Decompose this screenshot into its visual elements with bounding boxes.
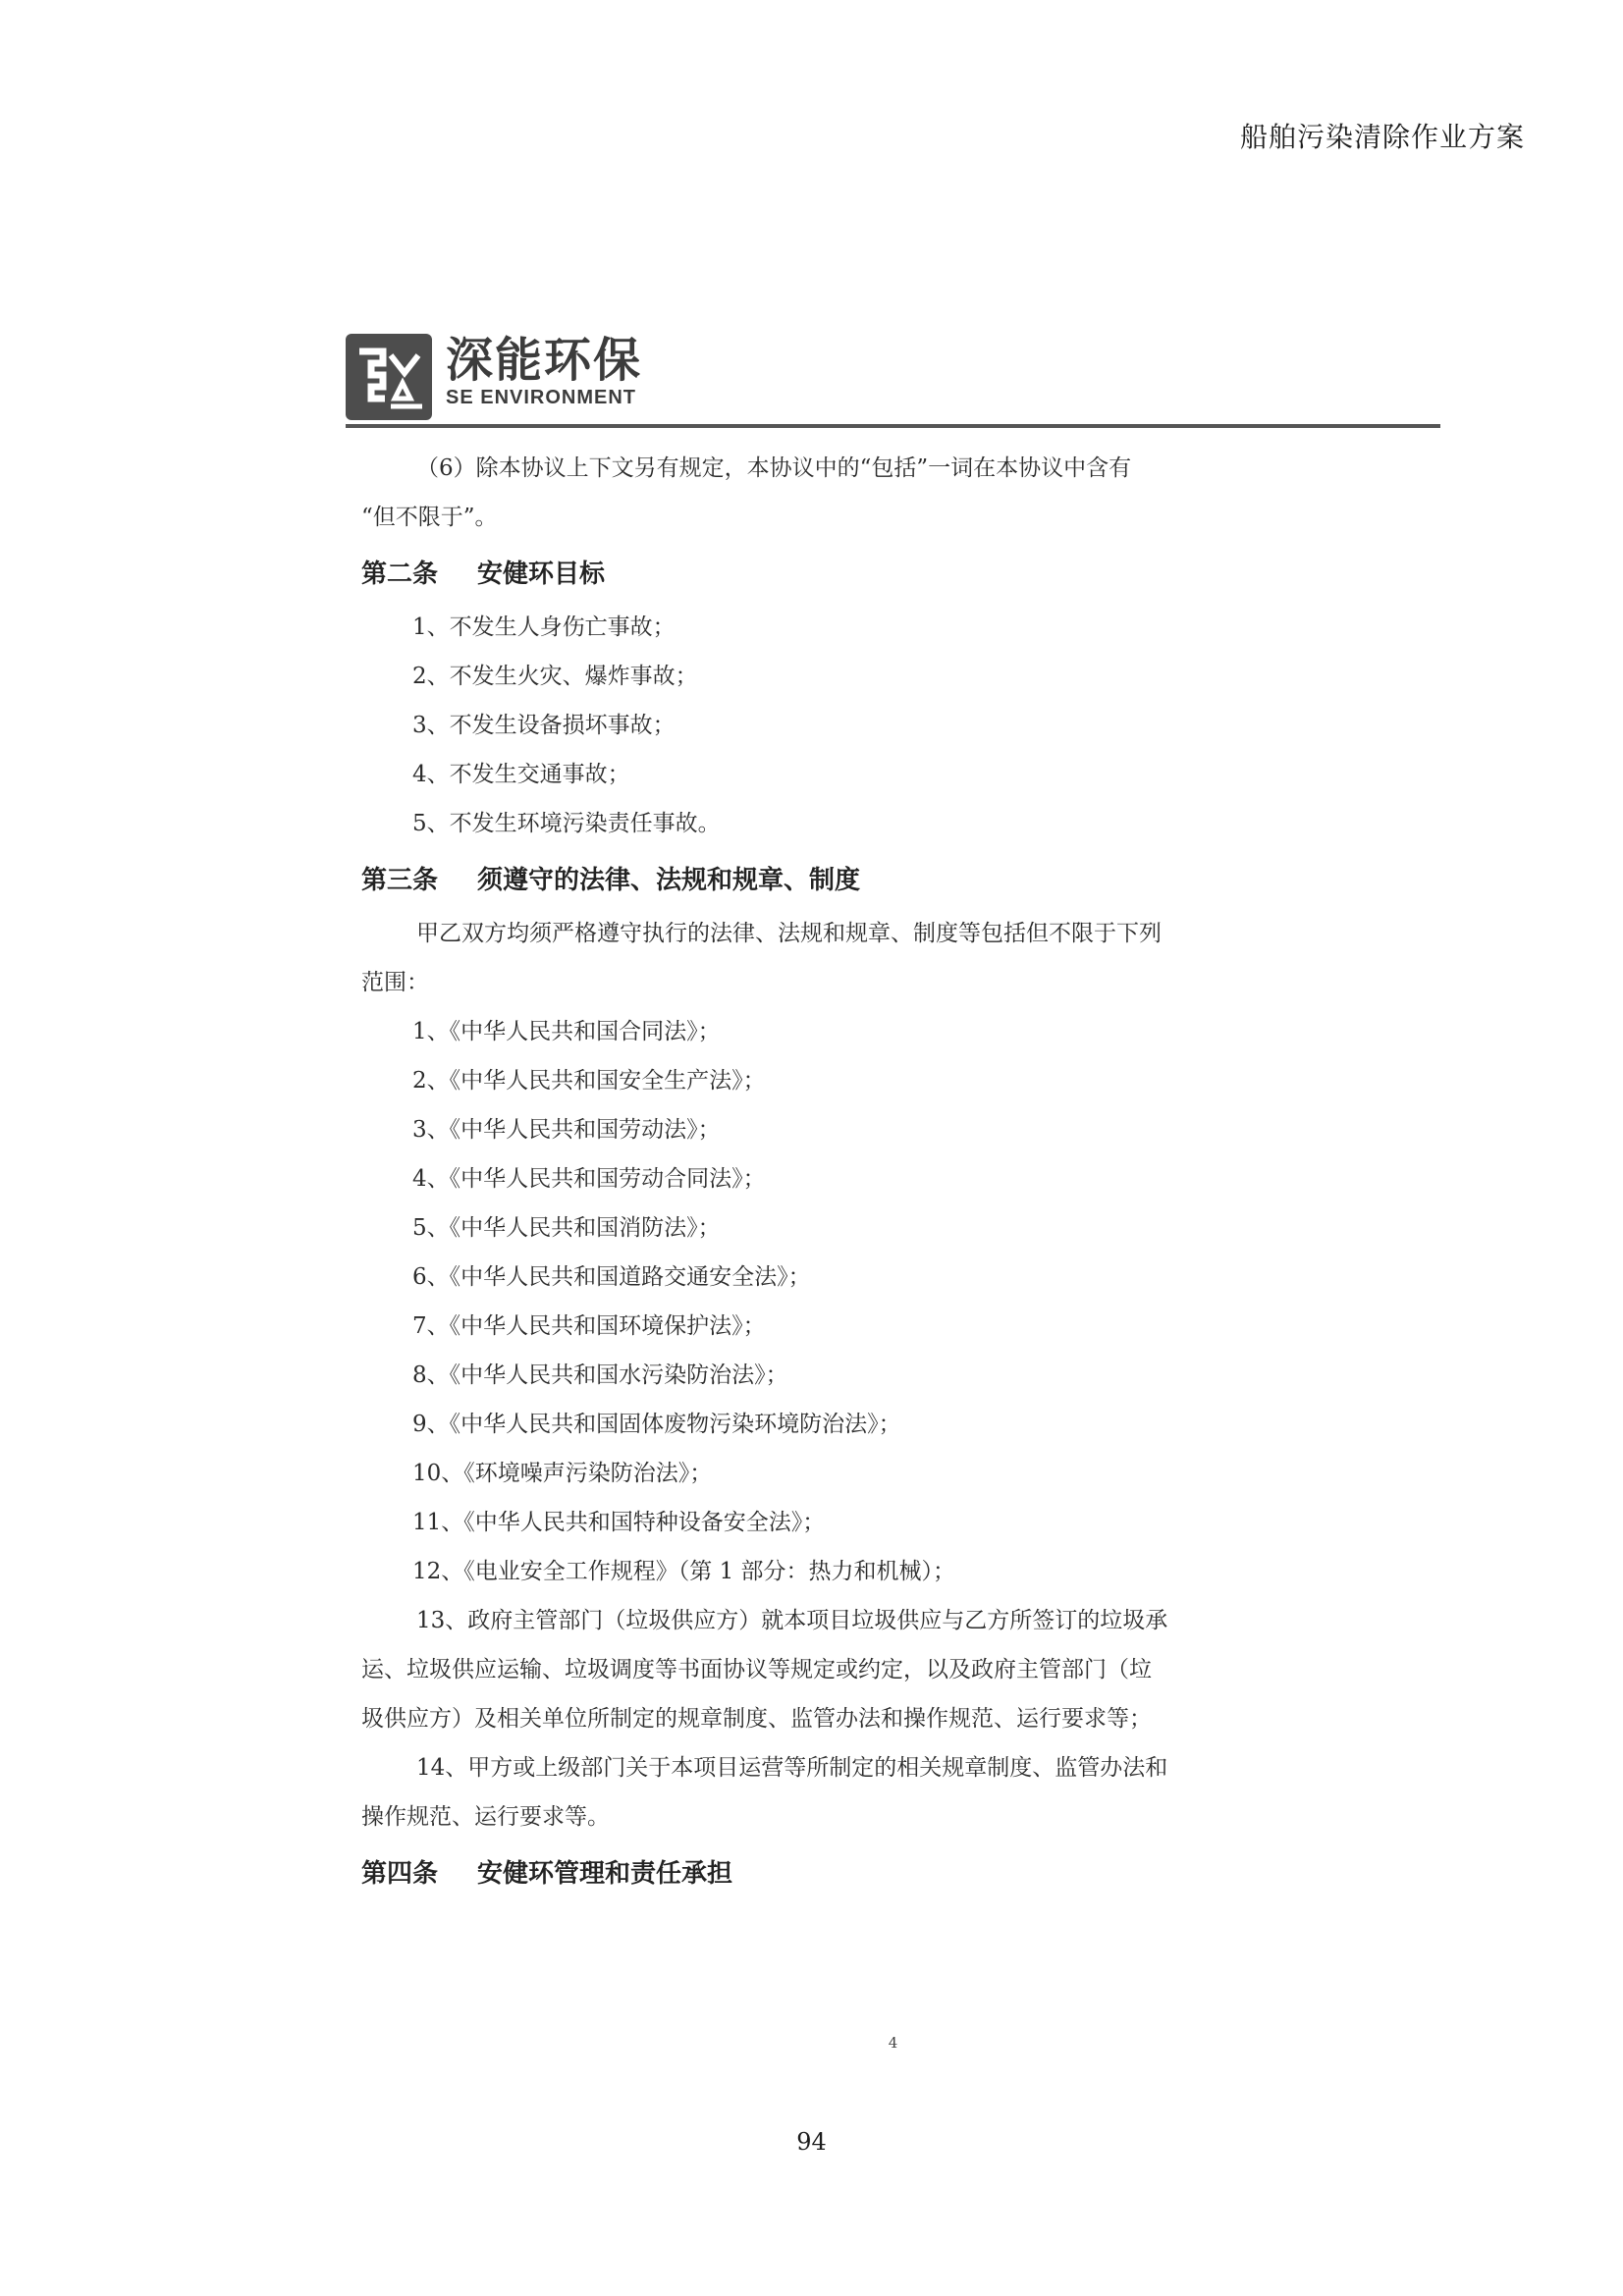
item-14-line-2: 操作规范、运行要求等。 [361,1804,610,1830]
list-item: 5、不发生环境污染责任事故。 [412,811,721,836]
list-item: 1、不发生人身伤亡事故； [412,614,676,640]
list-item: 7、《中华人民共和国环境保护法》； [412,1313,766,1339]
list-item: 6、《中华人民共和国道路交通安全法》； [412,1264,811,1290]
logo-mark-icon [346,334,432,420]
list-item: 3、《中华人民共和国劳动法》； [412,1117,721,1143]
list-item: 4、不发生交通事故； [412,762,630,787]
company-logo [346,334,642,432]
list-item: 11、《中华人民共和国特种设备安全法》； [412,1510,826,1535]
article-3-intro-line-2: 范围： [361,970,429,995]
header-rule [346,424,1440,428]
item-14-line-1: 14、甲方或上级部门关于本项目运营等所制定的相关规章制度、监管办法和 [416,1755,1168,1781]
logo-name-en: SE ENVIRONMENT [446,387,637,408]
logo-name-cn: 深能环保 [446,333,643,388]
list-item: 9、《中华人民共和国固体废物污染环境防治法》； [412,1412,901,1437]
list-item: 12、《电业安全工作规程》（第 1 部分：热力和机械）； [412,1559,956,1584]
intro-line-2: “但不限于”。 [361,505,498,530]
article-4-heading [361,1847,1245,1900]
list-item: 3、不发生设备损坏事故； [412,713,676,738]
inner-page-number: 4 [888,2034,898,2052]
article-3-intro-line-1: 甲乙双方均须严格遵守执行的法律、法规和规章、制度等包括但不限于下列 [416,921,1162,946]
list-item: 8、《中华人民共和国水污染防治法》； [412,1362,788,1388]
list-item: 2、不发生火灾、爆炸事故； [412,664,698,689]
article-4-number: 第四条 [361,1859,439,1889]
article-3-title: 须遵守的法律、法规和规章、制度 [477,866,861,895]
article-2-number: 第二条 [361,560,439,589]
article-3-number: 第三条 [361,866,439,895]
item-13-line-3: 圾供应方）及相关单位所制定的规章制度、监管办法和操作规范、运行要求等； [361,1706,1152,1732]
list-item: 5、《中华人民共和国消防法》； [412,1215,721,1241]
article-2-heading [361,548,1245,601]
item-13-line-1: 13、政府主管部门（垃圾供应方）就本项目垃圾供应与乙方所签订的垃圾承 [416,1608,1168,1633]
page-number: 94 [796,2128,827,2156]
item-13-line-2: 运、垃圾供应运输、垃圾调度等书面协议等规定或约定，以及政府主管部门（垃 [361,1657,1152,1682]
list-item: 2、《中华人民共和国安全生产法》； [412,1068,766,1094]
document-title: 船舶污染清除作业方案 [1239,121,1525,153]
document-body [361,444,1245,1902]
intro-line-1: （6）除本协议上下文另有规定，本协议中的“包括”一词在本协议中含有 [416,455,1132,481]
list-item: 1、《中华人民共和国合同法》； [412,1019,721,1044]
article-4-title: 安健环管理和责任承担 [477,1859,733,1889]
article-2-title: 安健环目标 [477,560,606,589]
article-3-heading [361,854,1245,907]
list-item: 4、《中华人民共和国劳动合同法》； [412,1166,766,1192]
list-item: 10、《环境噪声污染防治法》； [412,1461,713,1486]
scanned-page [346,334,1440,2081]
